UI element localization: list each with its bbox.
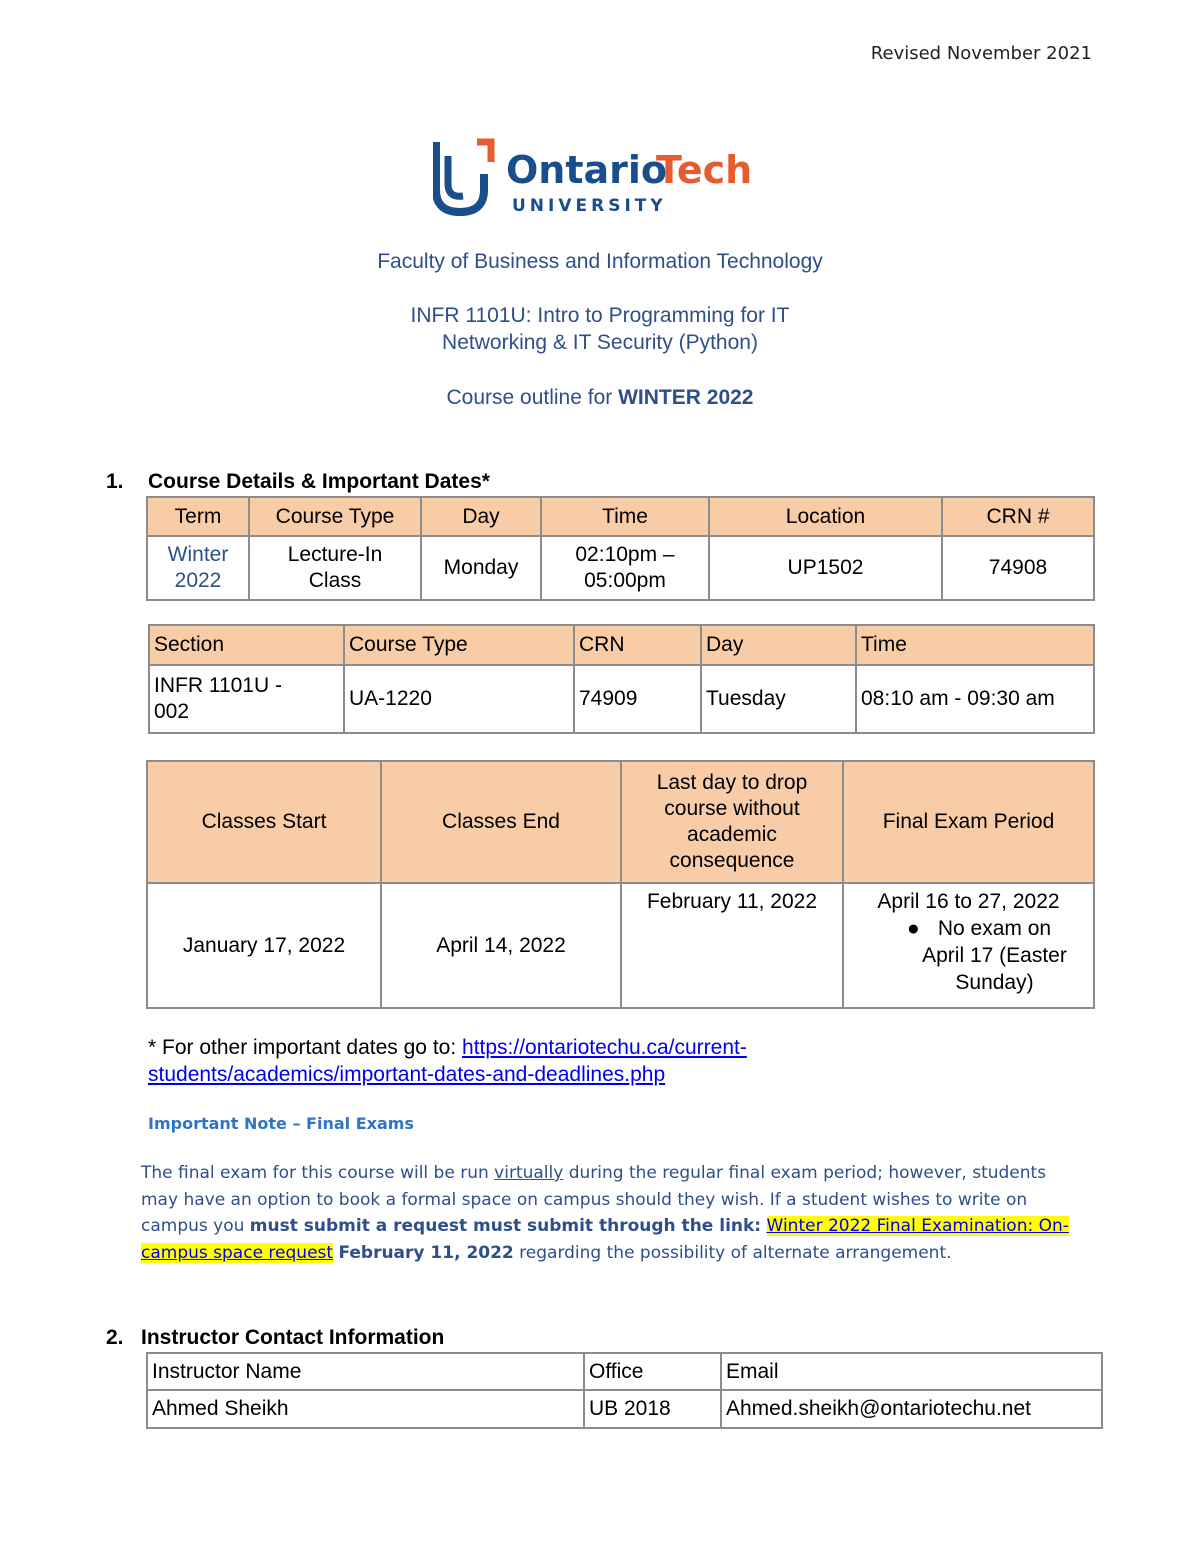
drop-header-line1: Last day to drop (656, 771, 808, 794)
university-logo (433, 138, 773, 218)
cell-final-exam (843, 883, 1094, 1008)
table-header-row (149, 625, 1094, 665)
term-line2: 2022 (174, 569, 222, 592)
cell-course-type: UA-1220 (344, 665, 574, 733)
header-course-type: Course Type (249, 497, 421, 536)
logo-name-ontario: Ontario (506, 148, 668, 192)
section-line2: 002 (154, 700, 190, 723)
final-exam-note (141, 1160, 1081, 1266)
cell-section (149, 665, 344, 733)
exam-note-line1: No exam on (937, 917, 1052, 940)
table-row (149, 665, 1094, 733)
table-header-row (147, 1353, 1102, 1390)
cell-day: Monday (421, 536, 541, 600)
exam-request-link[interactable]: Winter 2022 Final Examination: On- (766, 1216, 1069, 1236)
header-instructor-name: Instructor Name (147, 1353, 584, 1390)
drop-header-line2: course without (664, 797, 800, 820)
note-text2: during the regular final exam period; however, students (563, 1163, 1047, 1183)
cell-time (541, 536, 709, 600)
cell-classes-end: April 14, 2022 (381, 883, 621, 1008)
type-line2: Class (308, 569, 362, 592)
section2-number: 2. (106, 1326, 124, 1349)
note-virtually: virtually (494, 1163, 564, 1183)
note-bold2: February 11, 2022 (338, 1242, 514, 1263)
table-row (147, 883, 1094, 1008)
table-row (147, 1390, 1102, 1428)
exam-note (845, 915, 1092, 996)
note-line4 (141, 1240, 1081, 1267)
table-row (147, 536, 1094, 600)
important-dates-table (146, 760, 1095, 1009)
note-line1 (141, 1160, 1081, 1187)
header-office: Office (584, 1353, 721, 1390)
header-location: Location (709, 497, 942, 536)
cell-location: UP1502 (709, 536, 942, 600)
header-crn: CRN (574, 625, 701, 665)
instructor-contact-table (146, 1352, 1103, 1429)
note-line2: may have an option to book a formal space on campus should they wish. If a student wishes to write on (141, 1189, 1028, 1210)
time-line1: 02:10pm – (575, 543, 675, 566)
logo-mark-icon (433, 138, 773, 218)
header-crn: CRN # (942, 497, 1094, 536)
section1-heading: Course Details & Important Dates* (148, 470, 490, 493)
cell-last-drop-day: February 11, 2022 (621, 883, 843, 1008)
cell-time: 08:10 am - 09:30 am (856, 665, 1094, 733)
header-day: Day (701, 625, 856, 665)
cell-classes-start: January 17, 2022 (147, 883, 381, 1008)
outline-term: WINTER 2022 (618, 386, 754, 409)
type-line1: Lecture-In (287, 543, 383, 566)
cell-day: Tuesday (701, 665, 856, 733)
header-time: Time (856, 625, 1094, 665)
header-classes-start: Classes Start (147, 761, 381, 883)
course-title-line1: INFR 1101U: Intro to Programming for IT (410, 304, 790, 327)
other-dates (148, 1034, 747, 1088)
table-header-row (147, 761, 1094, 883)
note-line3 (141, 1213, 1081, 1240)
table-header-row (147, 497, 1094, 536)
term-line1: Winter (167, 543, 229, 566)
cell-term (147, 536, 249, 600)
note-text3: campus you (141, 1216, 250, 1236)
logo-name-tech: Tech (656, 148, 753, 192)
exam-note-line3: Sunday) (955, 971, 1034, 994)
cell-office: UB 2018 (584, 1390, 721, 1428)
other-dates-prefix: * For other important dates go to: (148, 1036, 457, 1059)
cell-instructor-name: Ahmed Sheikh (147, 1390, 584, 1428)
important-dates-link-cont[interactable]: students/academics/important-dates-and-deadlines.php (148, 1063, 666, 1086)
cell-email: Ahmed.sheikh@ontariotechu.net (721, 1390, 1102, 1428)
section-line1: INFR 1101U - (154, 674, 282, 697)
exam-request-link-cont[interactable]: campus space request (141, 1242, 334, 1263)
important-dates-link[interactable]: https://ontariotechu.ca/current- (462, 1036, 747, 1059)
revised-date: Revised November 2021 (870, 43, 1092, 64)
section1-number: 1. (106, 470, 124, 493)
time-line2: 05:00pm (584, 569, 666, 592)
drop-header-line4: consequence (669, 849, 795, 872)
header-final-exam: Final Exam Period (843, 761, 1094, 883)
outline-prefix: Course outline for (446, 386, 613, 409)
outline-title (0, 386, 1200, 410)
header-course-type: Course Type (344, 625, 574, 665)
section2-heading: Instructor Contact Information (141, 1326, 445, 1349)
header-time: Time (541, 497, 709, 536)
cell-crn: 74909 (574, 665, 701, 733)
header-section: Section (149, 625, 344, 665)
note-heading: Important Note – Final Exams (148, 1114, 414, 1133)
exam-period: April 16 to 27, 2022 (877, 890, 1060, 913)
section-details-table (148, 624, 1095, 734)
note-bold1: must submit a request must submit through the link: (249, 1216, 762, 1236)
course-details-table (146, 496, 1095, 601)
header-last-drop-day (621, 761, 843, 883)
header-term: Term (147, 497, 249, 536)
header-email: Email (721, 1353, 1102, 1390)
header-day: Day (421, 497, 541, 536)
bullet-icon: ● (907, 917, 920, 940)
faculty-name: Faculty of Business and Information Technology (377, 250, 823, 273)
exam-note-line2: April 17 (Easter (922, 944, 1067, 967)
cell-crn: 74908 (942, 536, 1094, 600)
logo-subtitle: UNIVERSITY (512, 196, 667, 216)
cell-course-type (249, 536, 421, 600)
note-text1: The final exam for this course will be run (141, 1163, 495, 1183)
note-text4: regarding the possibility of alternate arrangement. (513, 1242, 952, 1263)
header-classes-end: Classes End (381, 761, 621, 883)
drop-header-line3: academic (687, 823, 777, 846)
course-title-line2: Networking & IT Security (Python) (442, 331, 758, 354)
